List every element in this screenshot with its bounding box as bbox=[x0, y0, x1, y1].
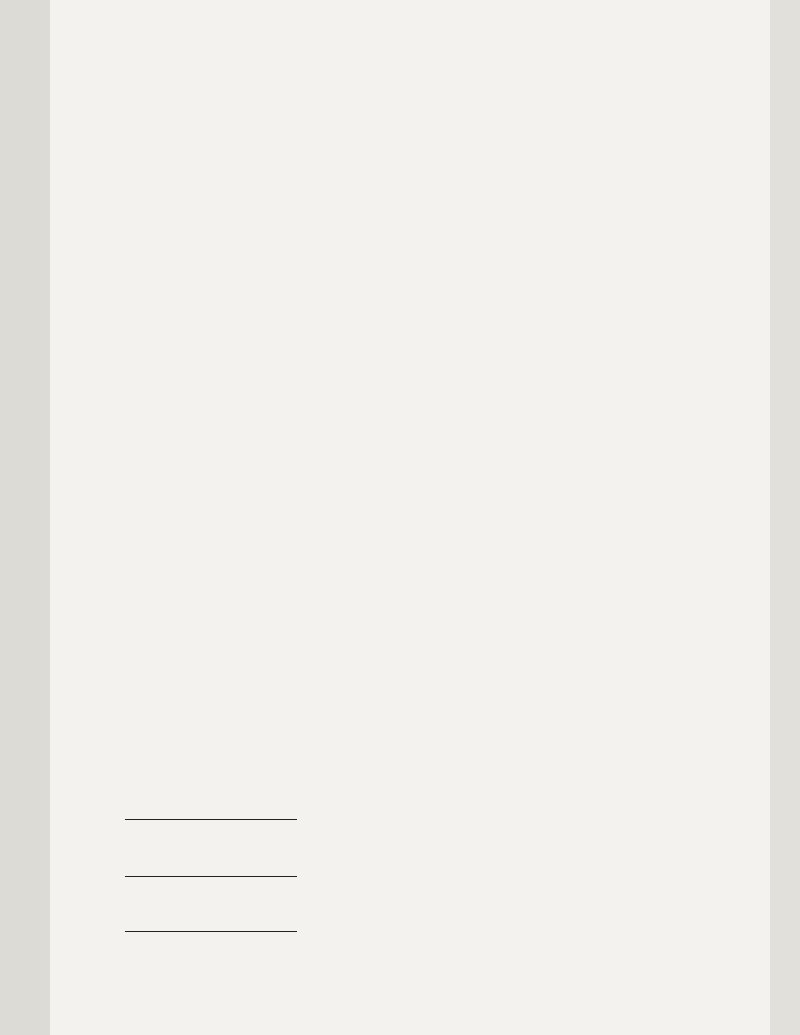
question-17-item-2 bbox=[125, 863, 297, 883]
q17-3-blank-a[interactable] bbox=[125, 931, 211, 932]
q17-1-blank-a[interactable] bbox=[125, 819, 211, 820]
q17-3-blank-b[interactable] bbox=[211, 931, 297, 932]
scan-edge-right bbox=[770, 0, 800, 1035]
q17-2-blank-b[interactable] bbox=[211, 876, 297, 877]
question-17-item-3 bbox=[125, 918, 297, 938]
poem-title bbox=[340, 328, 356, 352]
scan-edge-left bbox=[0, 0, 50, 1035]
q17-1-blank-b[interactable] bbox=[211, 819, 297, 820]
question-17-item-1 bbox=[125, 806, 297, 826]
q17-2-blank-a[interactable] bbox=[125, 876, 211, 877]
